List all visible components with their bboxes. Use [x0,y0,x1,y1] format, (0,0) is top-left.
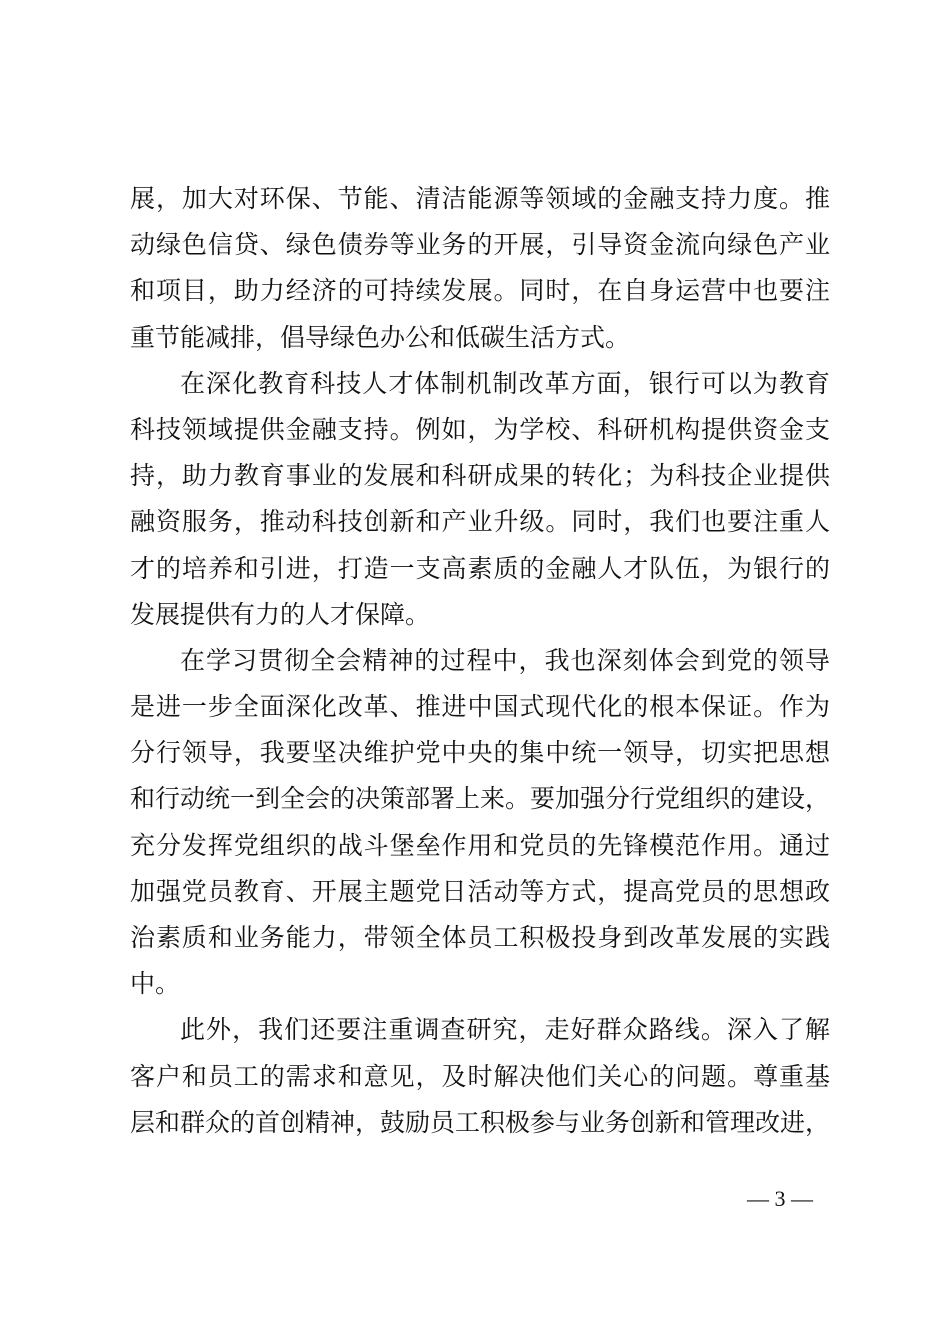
text-line: 展，加大对环保、节能、清洁能源等领域的金融支持力度。推 [130,184,830,213]
text-line: 和行动统一到全会的决策部署上来。要加强分行党组织的建设， [130,784,831,814]
paragraph-education-reform [130,361,830,638]
text-line: 治素质和业务能力，带领全体员工积极投身到改革发展的实践 [130,923,830,952]
text-line: 层和群众的首创精神，鼓励员工积极参与业务创新和管理改进， [130,1107,831,1137]
text-line: 科技领域提供金融支持。例如，为学校、科研机构提供资金支 [130,414,830,444]
text-line: 动绿色信贷、绿色债券等业务的开展，引导资金流向绿色产业 [130,230,830,260]
text-line: 分行领导，我要坚决维护党中央的集中统一领导，切实把思想 [130,738,830,768]
text-line: 中。 [130,969,181,999]
paragraph-mass-line [130,1007,830,1146]
paragraph-party-leadership [130,638,830,1008]
text-line: 融资服务，推动科技创新和产业升级。同时，我们也要注重人 [130,507,830,537]
text-line: 客户和员工的需求和意见，及时解决他们关心的问题。尊重基 [130,1061,830,1091]
text-line: 和项目，助力经济的可持续发展。同时，在自身运营中也要注 [130,276,830,306]
text-line: 此外，我们还要注重调查研究，走好群众路线。深入了解 [180,1015,830,1045]
text-line: 持，助力教育事业的发展和科研成果的转化；为科技企业提供 [130,461,830,491]
page-number: — 3 — [747,1186,813,1211]
text-line: 充分发挥党组织的战斗堡垒作用和党员的先锋模范作用。通过 [130,830,830,860]
text-line: 在深化教育科技人才体制机制改革方面，银行可以为教育 [180,368,830,398]
document-body [130,176,830,1146]
text-line: 加强党员教育、开展主题党日活动等方式，提高党员的思想政 [130,876,830,906]
text-line: 才的培养和引进，打造一支高素质的金融人才队伍，为银行的 [130,553,830,583]
text-line: 在学习贯彻全会精神的过程中，我也深刻体会到党的领导 [180,645,830,675]
text-line: 发展提供有力的人才保障。 [130,599,431,629]
text-line: 重节能减排，倡导绿色办公和低碳生活方式。 [130,322,631,352]
text-line: 是进一步全面深化改革、推进中国式现代化的根本保证。作为 [130,692,830,722]
paragraph-green-finance [130,176,830,361]
